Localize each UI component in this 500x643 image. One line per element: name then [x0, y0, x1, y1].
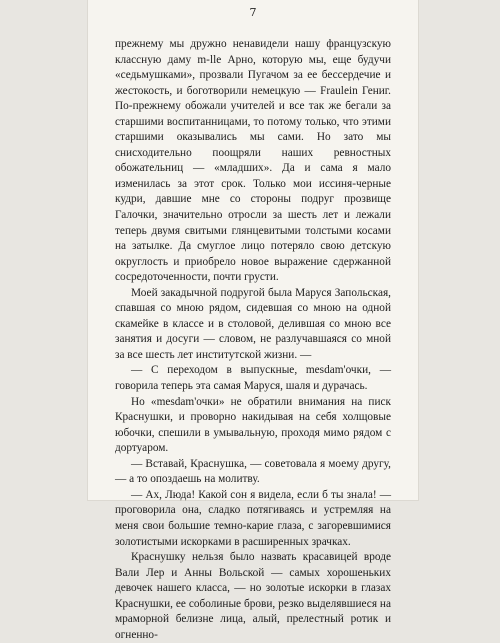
book-page	[88, 0, 418, 641]
paragraph: — Ах, Люда! Какой сон я видела, если б ты знала! — проговорила она, сладко потягиваясь и устремляя на меня свои большие темно-карие глаза, с загоревшимися золотистыми искорками в расширенных зрачках.	[115, 488, 391, 548]
paragraph: Краснушку нельзя было назвать красавицей вроде Вали Лер и Анны Вольской — самых хорошеньких девочек нашего класса, — но золотые искорки в глазах Краснушки, ее соболиные брови, резко выделявшиеся на мраморной белизне лица, алый, прелестный ротик и огненно-	[115, 551, 391, 641]
page-text	[115, 37, 391, 643]
paragraph: прежнему мы дружно ненавидели нашу французскую классную даму m-lle Арно, которую мы, еще будучи «седьмушками», прозвали Пугачом за ее бессердечие и жестокость, и боготворили немецкую — Fraulein Гениг. По-прежнему обожали учителей и все так же бегали за старшими воспитанницами, то потому только, что этими старшими оказывались мы сами. Но зато мы снисходительно поощряли наших ревностных обожательниц — «младших». Да и сама я мало изменилась за этот срок. Только мои иссиня-черные кудри, давшие мне со стороны подруг прозвище Галочки, значительно отросли за шесть лет и лежали теперь двумя свитыми глянцевитыми толстыми косами на затылке. Да смуглое лицо потеряло свою детскую округлость и приобрело новое выражение сдержанной сосредоточенности, почти грусти.	[115, 38, 391, 284]
page-number: 7	[249, 6, 257, 19]
paragraph: — С переходом в выпускные, mesdam'очки, — говорила теперь эта самая Маруся, шаля и дурачась.	[115, 364, 391, 393]
paragraph: Моей закадычной подругой была Маруся Запольская, спавшая со мною рядом, сидевшая со мною на одной скамейке в классе и в столовой, делившая со мною все занятия и досуги — словом, не разлучавшаяся со мной за все шесть лет институтской жизни. —	[115, 286, 391, 361]
paragraph: — Вставай, Краснушка, — советовала я моему другу, — а то опоздаешь на молитву.	[115, 457, 391, 486]
paragraph: Но «mesdam'очки» не обратили внимания на писк Краснушки, и проворно накидывая на себя холщовые юбочки, спешили в умывальную, проходя мимо рядом с дортуаром.	[115, 395, 391, 455]
